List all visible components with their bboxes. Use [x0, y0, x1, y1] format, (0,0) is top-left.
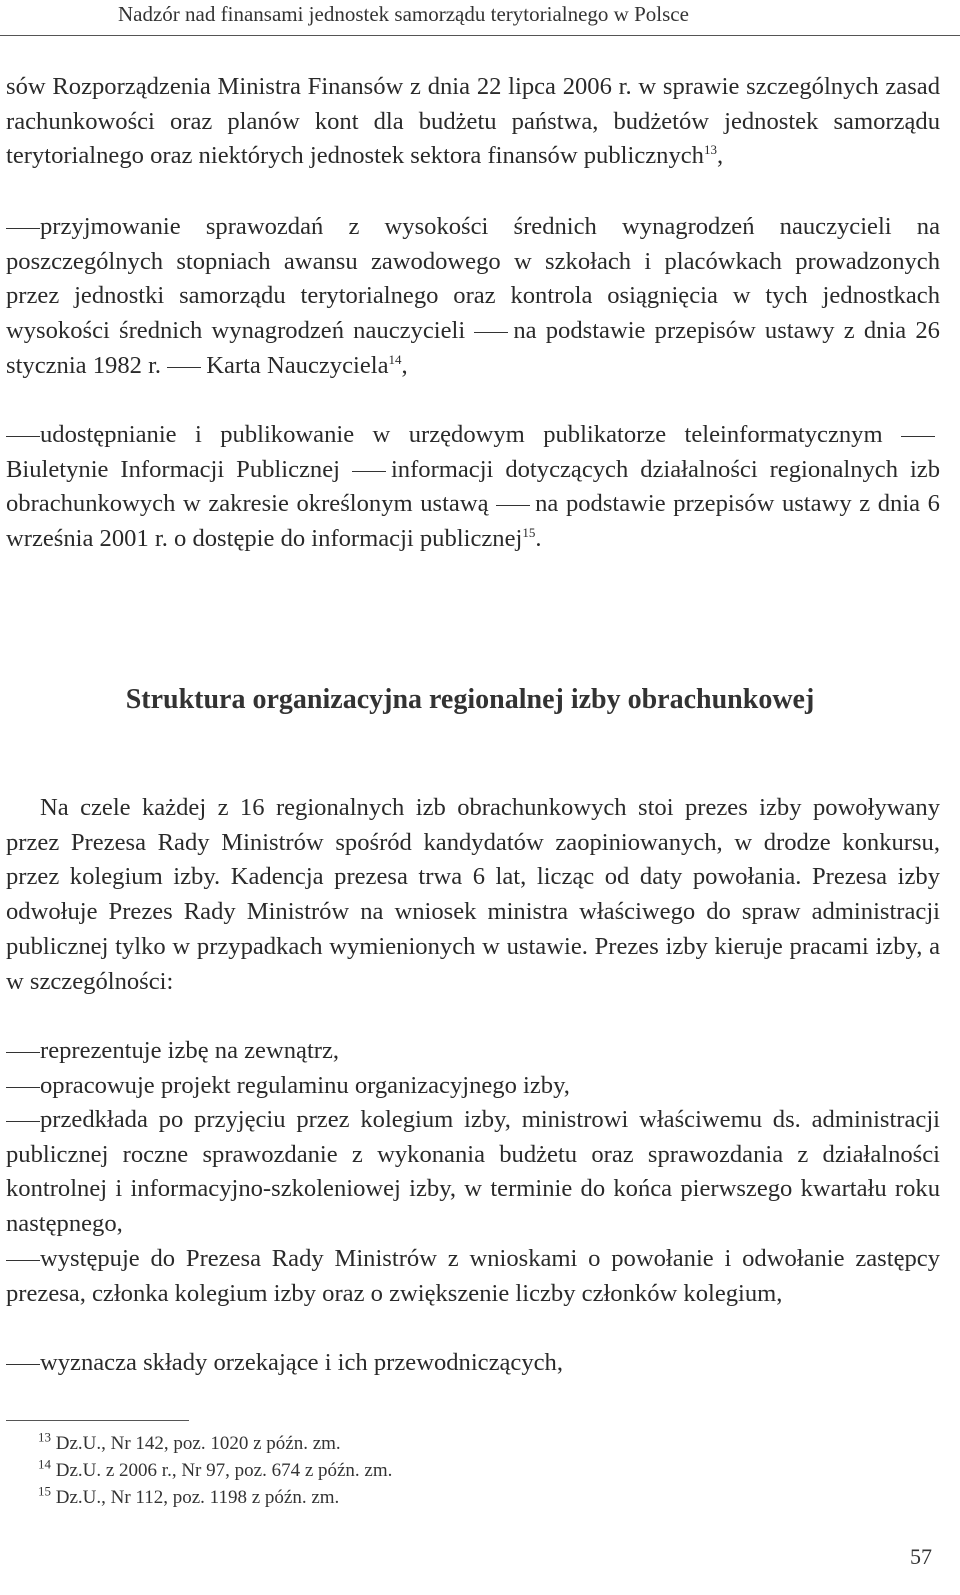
- footnote-ref-15: 15: [522, 524, 536, 540]
- list-item-publishing: udostępnianie i publikowanie w urzędowym publikatorze teleinformatycznym Biuletynie Informacji Publicznej informacji dotyczących działalności regionalnych izb obrachunkowych w zakresie określonym ustawą na podstawie przepisów ustawy z dnia 6 września 2001 r. o dostępie do informacji publicznej$^{15}$.: [6, 421, 940, 553]
- list-item: reprezentuje izbę na zewnątrz,: [6, 1034, 940, 1069]
- list-item: wyznacza składy orzekające i ich przewodniczących,: [6, 1346, 940, 1381]
- running-header: [0, 0, 960, 38]
- header-rule: [0, 35, 960, 36]
- list-item-reports: przyjmowanie sprawozdań z wysokości średnich wynagrodzeń nauczycieli na poszczególnych stopniach awansu zawodowego w szkołach i placówkach prowadzonych przez jednostki samorządu terytorialnego oraz kontrola osiągnięcia w tych jednostkach wysokości średnich wynagrodzeń nauczycieli na podstawie przepisów ustawy z dnia 26 stycznia 1982 r. Karta Nauczyciela$^{14}$,: [6, 213, 940, 379]
- paragraph-1-text: sów Rozporządzenia Ministra Finansów z dnia 22 lipca 2006 r. w sprawie szczególnych zasad rachunkowości oraz planów kont dla budżetu państwa, budżetów jednostek samorządu terytorialnego oraz niektórych jednostek sektora finansów publicznych: [6, 73, 940, 170]
- footnote-ref-14: 14: [388, 351, 402, 367]
- em-dash: [901, 436, 935, 437]
- em-dash: [6, 1364, 40, 1365]
- page-number: 57: [910, 1544, 932, 1569]
- section-heading: Struktura organizacyjna regionalnej izby obrachunkowej: [125, 684, 815, 715]
- em-dash: [6, 228, 40, 229]
- footnote-14: $^{14}$ Dz.U. z 2006 r., Nr 97, poz. 674 z późn. zm.: [38, 1456, 393, 1481]
- footnote-ref-13: 13: [703, 142, 717, 158]
- em-dash: [496, 505, 530, 506]
- em-dash: [474, 332, 508, 333]
- footnote-rule: [6, 1420, 189, 1421]
- em-dash: [352, 471, 386, 472]
- list-item: opracowuje projekt regulaminu organizacyjnego izby,: [6, 1069, 940, 1104]
- paragraph-president: Na czele każdej z 16 regionalnych izb obrachunkowych stoi prezes izby powoływany przez Prezesa Rady Ministrów spośród kandydatów zaopiniowanych, w drodze konkursu, przez kolegium izby. Kadencja prezesa trwa 6 lat, licząc od daty powołania. Prezesa izby odwołuje Prezes Rady Ministrów na wniosek ministra właściwego do spraw administracji publicznej tylko w przypadkach wymienionych w ustawie. Prezes izby kieruje pracami izby, a w szczególności:: [6, 794, 940, 995]
- list-item: przedkłada po przyjęciu przez kolegium izby, ministrowi właściwemu ds. administracji publicznej roczne sprawozdanie z wykonania budżetu oraz sprawozdania z działalności kontrolnej i informacyjno-szkoleniowej izby, w terminie do końca pierwszego kwartału roku następnego,: [6, 1106, 940, 1238]
- running-title: Nadzór nad finansami jednostek samorządu terytorialnego w Polsce: [118, 2, 689, 26]
- em-dash: [167, 367, 201, 368]
- footnote-15: $^{15}$ Dz.U., Nr 112, poz. 1198 z późn. zm.: [38, 1483, 340, 1508]
- em-dash: [6, 1052, 40, 1053]
- paragraph-1: sów Rozporządzenia Ministra Finansów z dnia 22 lipca 2006 r. w sprawie szczególnych zasad rachunkowości oraz planów kont dla budżetu państwa, budżetów jednostek samorządu terytorialnego oraz niektórych jednostek sektora finansów publicznych$^{13}$,: [6, 73, 940, 170]
- em-dash: [6, 1260, 40, 1261]
- em-dash: [6, 1087, 40, 1088]
- em-dash: [6, 436, 40, 437]
- list-item: występuje do Prezesa Rady Ministrów z wnioskami o powołanie i odwołanie zastępcy prezesa, członka kolegium izby oraz o zwiększenie liczby członków kolegium,: [6, 1245, 940, 1307]
- footnote-13: $^{13}$ Dz.U., Nr 142, poz. 1020 z późn. zm.: [38, 1429, 341, 1454]
- em-dash: [6, 1121, 40, 1122]
